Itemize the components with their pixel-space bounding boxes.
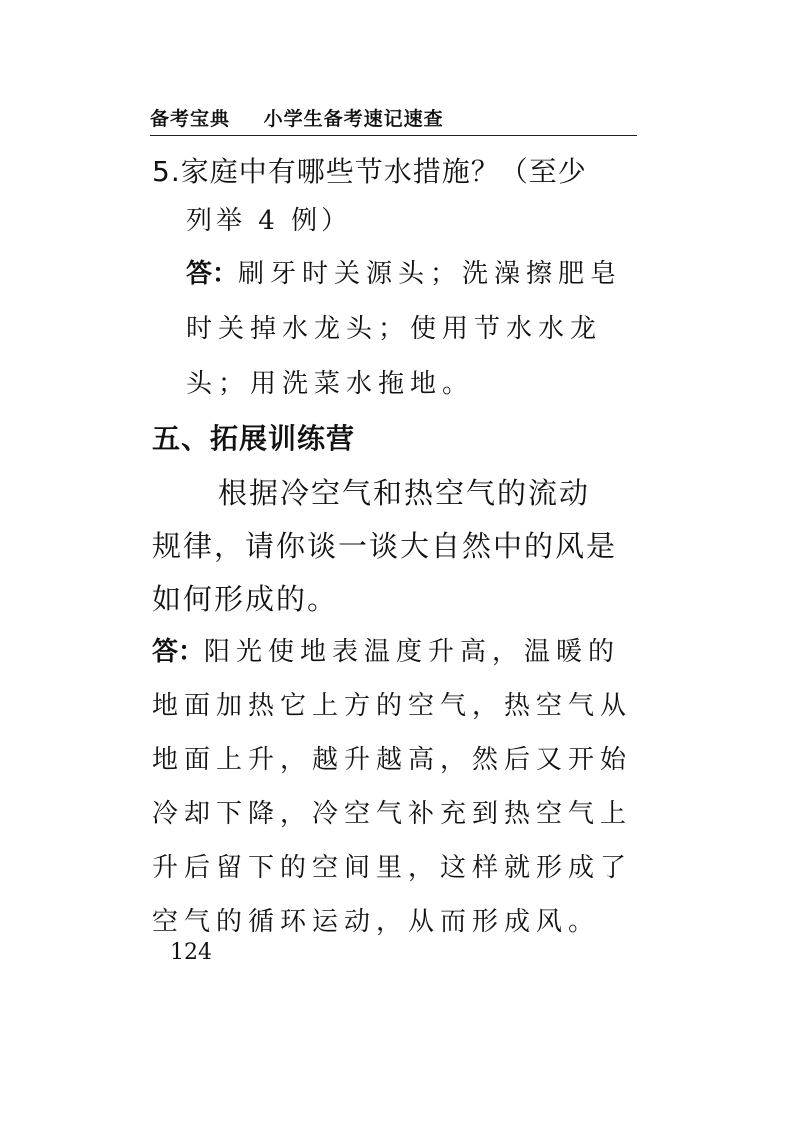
section-answer-line-3: 地面上升，越升越高，然后又开始 <box>152 745 633 775</box>
book-title: 备考宝典 <box>150 108 231 130</box>
series-title: 小学生备考速记速查 <box>263 108 444 130</box>
question-5-line-1: 5.家庭中有哪些节水措施？（至少 <box>152 155 587 188</box>
question-5-answer-line-3: 头；用洗菜水拖地。 <box>186 369 475 399</box>
section-answer-line-5: 升后留下的空间里，这样就形成了 <box>152 853 633 883</box>
answer-text: 阳光使地表温度升高，温暖的 <box>204 637 621 667</box>
answer-label: 答： <box>186 259 239 289</box>
question-5-answer-line-1 <box>186 254 622 294</box>
prompt-line-1: 根据冷空气和热空气的流动 <box>218 476 591 510</box>
section-answer-line-4: 冷却下降，冷空气补充到热空气上 <box>152 799 633 829</box>
section-answer-line-6: 空气的循环运动，从而形成风。 <box>152 907 601 937</box>
question-5-answer-line-2: 时关掉水龙头；使用节水水龙 <box>186 314 603 344</box>
section-answer-line-2: 地面加热它上方的空气，热空气从 <box>152 691 633 721</box>
prompt-line-2: 规律，请你谈一谈大自然中的风是 <box>152 529 618 563</box>
prompt-line-3: 如何形成的。 <box>152 582 339 616</box>
answer-text: 刷牙时关源头；洗澡擦肥皂 <box>238 259 623 289</box>
answer-label: 答： <box>152 637 205 667</box>
running-header <box>150 104 444 131</box>
question-5-line-2: 列举 4 例） <box>186 206 352 236</box>
section-answer-line-1 <box>152 632 620 672</box>
section-heading: 五、拓展训练营 <box>152 422 356 455</box>
header-rule <box>150 135 637 136</box>
page-number: 124 <box>170 940 212 965</box>
